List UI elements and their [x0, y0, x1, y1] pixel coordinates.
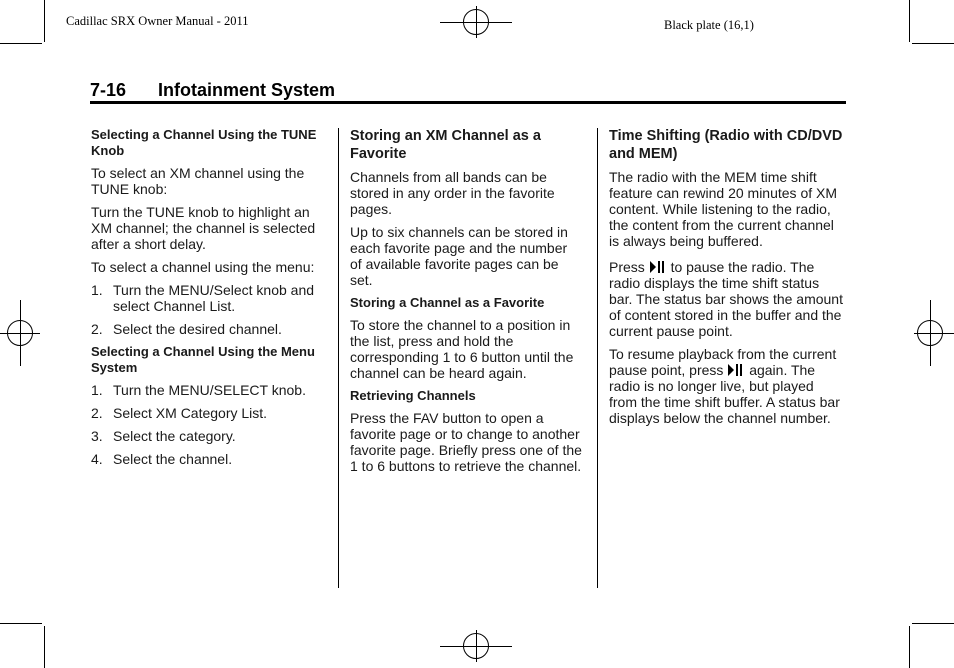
paragraph: The radio with the MEM time shift feature can rewind 20 minutes of XM content. While listening to the radio, the content from the current channel is always being buffered.	[609, 169, 838, 249]
crop-mark	[0, 623, 42, 624]
column-divider	[338, 128, 339, 588]
column-2	[350, 127, 582, 481]
registration-mark	[7, 320, 33, 346]
paragraph: Turn the TUNE knob to highlight an XM channel; the channel is selected after a short delay.	[91, 204, 316, 252]
paragraph: Up to six channels can be stored in each favorite page and the number of available favorite pages can be set.	[350, 224, 568, 288]
paragraph	[609, 346, 843, 426]
crop-mark	[909, 0, 910, 42]
list-text: Turn the MENU/Select knob and select Channel List.	[113, 282, 315, 314]
section-heading: Time Shifting (Radio with CD/DVD and MEM)	[609, 128, 843, 162]
list-text: Select the category.	[113, 428, 236, 444]
print-header-title: Cadillac SRX Owner Manual - 2011	[66, 14, 249, 28]
text: To resume playback from the current pause point, press	[609, 346, 837, 378]
list-number: 2.	[91, 321, 103, 337]
list-item	[91, 382, 331, 398]
list-item	[91, 428, 331, 444]
play-pause-icon	[727, 363, 745, 377]
page-number: 7-16	[90, 80, 127, 100]
paragraph: Channels from all bands can be stored in any order in the favorite pages.	[350, 169, 555, 217]
crop-mark	[909, 626, 910, 668]
subheading: Selecting a Channel Using the Menu System	[91, 344, 315, 375]
subheading: Storing a Channel as a Favorite	[350, 295, 545, 310]
text: to pause the radio. The radio displays the time shift status bar. The status bar shows the amount of content stored in the buffer and the current pause point.	[609, 259, 843, 339]
paragraph: To select an XM channel using the TUNE knob:	[91, 165, 305, 197]
list-number: 4.	[91, 451, 103, 467]
page-heading	[90, 80, 335, 101]
heading-rule	[90, 101, 846, 104]
column-divider	[597, 128, 598, 588]
list-item	[91, 282, 331, 314]
crop-mark	[912, 623, 954, 624]
list-number: 2.	[91, 405, 103, 421]
list-item	[91, 405, 331, 421]
section-heading: Storing an XM Channel as a Favorite	[350, 128, 541, 162]
list-text: Select XM Category List.	[113, 405, 268, 421]
list-number: 3.	[91, 428, 103, 444]
list-item	[91, 321, 331, 337]
paragraph: Press the FAV button to open a favorite page or to change to another favorite page. Briefly press one of the 1 to 6 buttons to retrieve the channel.	[350, 410, 582, 474]
print-header-plate: Black plate (16,1)	[664, 18, 754, 32]
list-number: 1.	[91, 382, 103, 398]
play-pause-icon	[649, 260, 667, 274]
paragraph: To select a channel using the menu:	[91, 259, 315, 275]
subheading: Selecting a Channel Using the TUNE Knob	[91, 127, 317, 158]
text: Press	[609, 259, 645, 275]
registration-mark	[463, 633, 489, 659]
list-text: Turn the MENU/SELECT knob.	[113, 382, 306, 398]
column-3	[609, 127, 843, 433]
crop-mark	[0, 43, 42, 44]
text: again. The radio is no longer live, but played from the time shift buffer. A status bar displays below the channel number.	[609, 362, 840, 426]
paragraph	[609, 259, 843, 339]
subheading: Retrieving Channels	[350, 388, 476, 403]
crop-mark	[44, 0, 45, 42]
crop-mark	[912, 43, 954, 44]
registration-mark	[463, 9, 489, 35]
list-item	[91, 451, 331, 467]
list-text: Select the desired channel.	[113, 321, 282, 337]
list-text: Select the channel.	[113, 451, 233, 467]
page-title: Infotainment System	[158, 80, 336, 100]
registration-mark	[917, 320, 943, 346]
column-1	[91, 127, 331, 474]
list-number: 1.	[91, 282, 103, 298]
paragraph: To store the channel to a position in the list, press and hold the corresponding 1 to 6 button until the channel can be heard again.	[350, 317, 574, 381]
crop-mark	[44, 626, 45, 668]
